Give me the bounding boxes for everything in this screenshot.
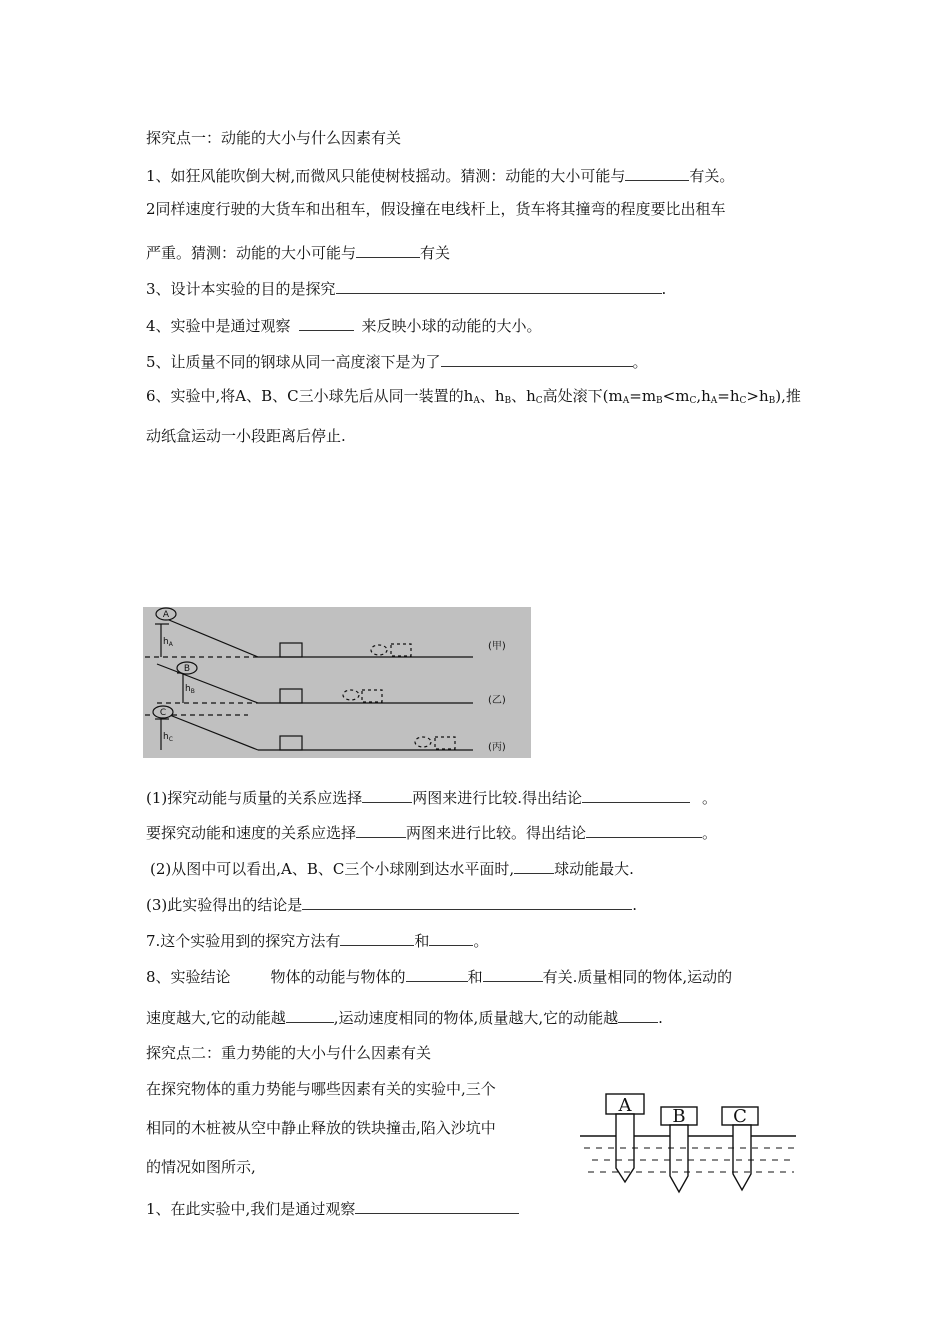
answer-blank[interactable]	[356, 241, 420, 258]
stake-sand-figure	[578, 1090, 798, 1200]
answer-blank[interactable]	[586, 821, 702, 838]
part-1-line2: 要探究动能和速度的关系应选择 两图来进行比较。得出结论 。	[146, 821, 717, 843]
answer-blank[interactable]	[406, 965, 468, 982]
part-3: (3)此实验得出的结论是 .	[146, 893, 637, 915]
figure-label-bing: (丙)	[488, 742, 506, 753]
question-1: 1、如狂风能吹倒大树,而微风只能使树枝摇动。猜测：动能的大小可能与 有关。	[146, 164, 734, 186]
section2-intro-1: 在探究物体的重力势能与哪些因素有关的实验中,三个	[146, 1080, 496, 1098]
height-label-c: $h_C$	[163, 732, 173, 743]
height-label-a: $h_A$	[163, 637, 173, 648]
answer-blank[interactable]	[336, 277, 662, 294]
question-4: 4、实验中是通过观察 来反映小球的动能的大小。	[146, 314, 542, 336]
height-label-b: $h_B$	[185, 684, 195, 695]
question-8-line1: 8、实验结论 物体的动能与物体的 和 有关.质量相同的物体,运动的	[146, 965, 732, 987]
answer-blank[interactable]	[429, 929, 473, 946]
answer-blank[interactable]	[618, 1006, 658, 1023]
part-1-line1: (1)探究动能与质量的关系应选择 两图来进行比较.得出结论 。	[146, 786, 717, 808]
section2-intro-3: 的情况如图所示,	[146, 1158, 256, 1176]
answer-blank[interactable]	[441, 350, 633, 367]
answer-blank[interactable]	[514, 857, 554, 874]
answer-blank[interactable]	[299, 314, 354, 331]
ramp-experiment-figure	[143, 607, 531, 758]
figure-label-yi: (乙)	[488, 695, 506, 706]
question-2-line2: 严重。猜测：动能的大小可能与 有关	[146, 241, 450, 263]
part-2: (2)从图中可以看出,A、B、C三个小球刚到达水平面时, 球动能最大.	[150, 857, 634, 879]
question-6-line2: 动纸盒运动一小段距离后停止.	[146, 427, 346, 445]
section2-intro-2: 相同的木桩被从空中静止释放的铁块撞击,陷入沙坑中	[146, 1119, 496, 1137]
block-label-c: C	[733, 1106, 747, 1127]
ball-label-c: C	[159, 708, 167, 718]
answer-blank[interactable]	[302, 893, 632, 910]
section2-question-1: 1、在此实验中,我们是通过观察	[146, 1197, 519, 1219]
answer-blank[interactable]	[582, 786, 690, 803]
section2-title: 探究点二：重力势能的大小与什么因素有关	[146, 1044, 432, 1062]
block-label-a: A	[618, 1095, 632, 1116]
question-6-line1: 6、实验中,将A、B、C三小球先后从同一装置的$h_A$、$h_B$、$h_C$高处滚下$(m_A=m_B<m_C,h_A=h_C>h_B)$,推	[146, 387, 801, 406]
ball-label-a: A	[162, 610, 170, 620]
answer-blank[interactable]	[483, 965, 543, 982]
section1-title: 探究点一：动能的大小与什么因素有关	[146, 129, 402, 147]
question-3: 3、设计本实验的目的是探究 .	[146, 277, 666, 299]
question-5: 5、让质量不同的钢球从同一高度滚下是为了 。	[146, 350, 648, 372]
answer-blank[interactable]	[355, 1197, 519, 1214]
answer-blank[interactable]	[340, 929, 414, 946]
question-2-line1: 2同样速度行驶的大货车和出租车，假设撞在电线杆上，货车将其撞弯的程度要比出租车	[146, 200, 726, 218]
answer-blank[interactable]	[625, 164, 689, 181]
question-7: 7.这个实验用到的探究方法有 和 。	[146, 929, 488, 951]
question-8-line2: 速度越大,它的动能越 ,运动速度相同的物体,质量越大,它的动能越 .	[146, 1006, 663, 1028]
figure-label-jia: (甲)	[488, 641, 506, 652]
answer-blank[interactable]	[356, 821, 406, 838]
answer-blank[interactable]	[286, 1006, 334, 1023]
block-label-b: B	[672, 1106, 686, 1127]
ball-label-b: B	[183, 664, 191, 674]
answer-blank[interactable]	[362, 786, 412, 803]
